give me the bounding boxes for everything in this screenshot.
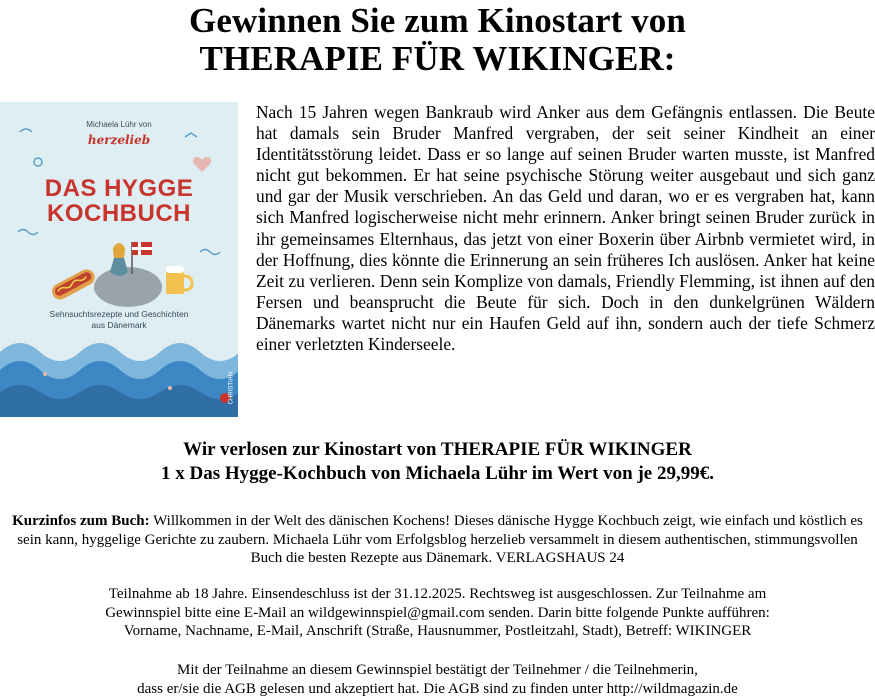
beer-mug (166, 270, 184, 294)
cover-title-line-1: DAS HYGGE (44, 175, 194, 202)
book-cover-image (0, 102, 238, 417)
mermaid-hair (113, 243, 125, 258)
heart-doodle (193, 157, 211, 172)
doodle-wave-2 (200, 250, 220, 255)
cover-subtitle (0, 309, 238, 331)
rock (94, 267, 162, 307)
book-info (4, 512, 871, 568)
cover-author-name: Michaela Lühr (86, 120, 137, 129)
cover-brand: herzelieb (87, 133, 151, 147)
agb-notice (4, 661, 871, 698)
prize-line-2: 1 x Das Hygge-Kochbuch von Michaela Lühr im Wert von je 29,99€. (161, 463, 714, 484)
rules-line-3: Vorname, Nachname, E-Mail, Anschrift (Straße, Hausnummer, Postleitzahl, Stadt), Betreff: WIKINGER (123, 623, 752, 639)
rules-line-1: Teilnahme ab 18 Jahre. Einsendeschluss ist der 31.12.2025. Rechtsweg ist ausgeschlossen. Zur Teilnahme am (108, 586, 767, 602)
cover-subtitle-line-2: aus Dänemark (91, 320, 147, 330)
agb-line-1: Mit der Teilnahme an diesem Gewinnspiel bestätigt der Teilnehmer / die Teilnehmerin, (177, 662, 698, 678)
cover-title (0, 176, 238, 226)
book-info-text: Willkommen in der Welt des dänischen Kochens! Dieses dänische Hygge Kochbuch zeigt, wie einfach und köstlich es sein kann, hyggelige Gerichte zu zaubern. Michaela Lühr vom Erfolgsblog herzelieb versammelt in diesem authentischen, stimmungsvollen Buch die besten Rezepte aus Dänemark. VERLAGSHAUS 24 (17, 513, 863, 566)
mermaid-tail (110, 258, 128, 276)
cover-illustration (0, 102, 238, 417)
cover-title-line-2: KOCHBUCH (47, 200, 191, 227)
page-title (0, 2, 875, 78)
participation-rules (4, 585, 871, 641)
rules-line-2: Gewinnspiel bitte eine E-Mail an wildgewinnspiel@gmail.com senden. Darin bitte folgende Punkte aufführen: (105, 604, 770, 621)
agb-line-2: dass er/sie die AGB gelesen und akzeptiert hat. Die AGB sind zu finden unter http://wildmagazin.de (137, 680, 738, 697)
prize-announcement (0, 438, 875, 486)
prize-line-1: Wir verlosen zur Kinostart von THERAPIE FÜR WIKINGER (183, 439, 692, 460)
story-paragraph: Nach 15 Jahren wegen Bankraub wird Anker aus dem Gefängnis entlassen. Die Beute hat damals sein Bruder Manfred vergraben, der seit seiner Kindheit an einer Identitätsstörung leidet. Dass er so lange auf seinen Bruder warten musste, ist Manfred nicht gut bekommen. Er hat seine psychische Störung weiter ausgebaut und sich ganz und gar der Musik verschrieben. An das Geld und daran, wo er es vergraben hat, kann sich Manfred logischerweise nicht mehr erinnern. Anker bringt seinen Bruder zurück in ihr gemeinsames Elternhaus, das jetzt von einer Boxerin über Airbnb vermietet wird, in der Hoffnung, dies könnte die Erinnerung an sein früheres Ich auslösen. Anker hat keine Zeit zu verlieren. Denn sein Komplize von damals, Friendly Flemming, ist ihnen auf den Fersen und beansprucht die Beute für sich. Doch in den dunkelgrünen Wäldern Dänemarks wartet nicht nur ein Haufen Geld auf ihn, sondern auch der tiefe Schmerz einer verletzten Kinderseele. (256, 102, 875, 355)
doodle-circle (34, 158, 42, 166)
cover-author-connector: von (138, 120, 152, 129)
cover-author (0, 120, 238, 129)
title-line-2: THERAPIE FÜR WIKINGER: (199, 39, 676, 78)
book-info-label: Kurzinfos zum Buch: (12, 513, 150, 529)
hotdog (49, 267, 97, 303)
title-line-1: Gewinnen Sie zum Kinostart von (189, 1, 686, 40)
cover-subtitle-line-1: Sehnsuchtsrezepte und Geschichten (49, 309, 189, 319)
doodle-wave (20, 129, 32, 132)
cover-publisher: CHRISTIAN (228, 372, 234, 405)
doodle-wave-3 (18, 230, 38, 235)
